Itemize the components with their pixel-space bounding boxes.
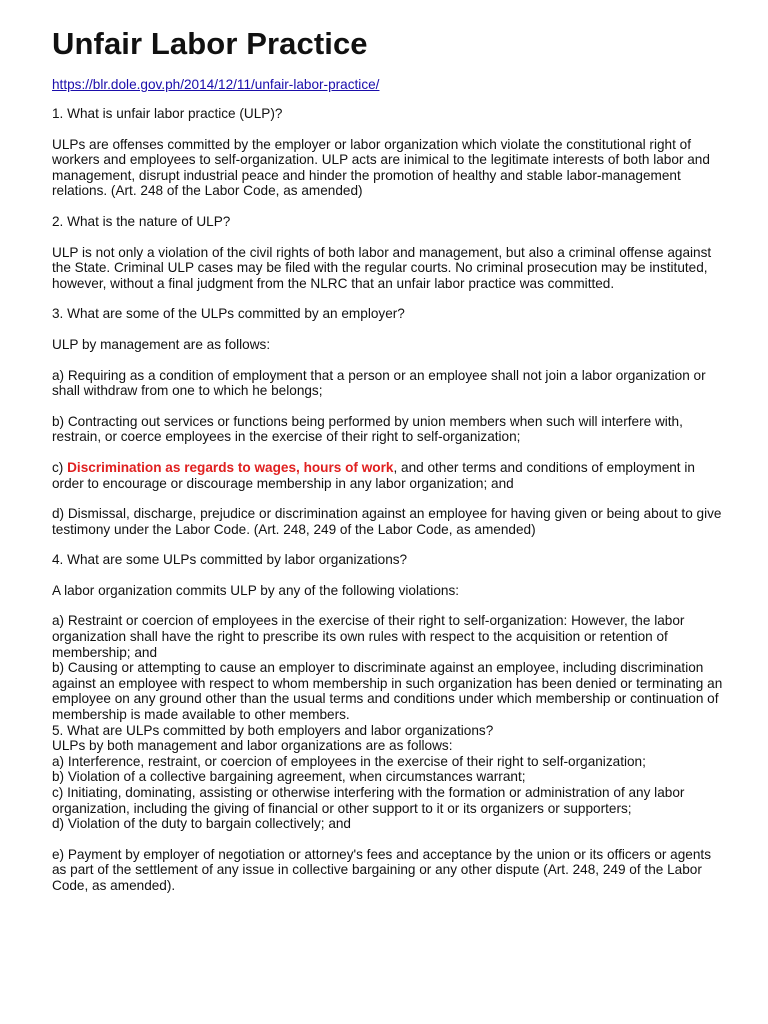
item-c-rest: , and other terms and conditions of employment in order to encourage or discourage membership in any labor organization; and (52, 459, 695, 491)
answer-4-item-b: b) Causing or attempting to cause an employer to discriminate against an employee, including discrimination against an employee with respect to whom membership in such organization has been denied or terminating an employee on any ground other than the usual terms and conditions under which membership or continuation of membership is made available to other members. (52, 660, 723, 723)
question-3: 3. What are some of the ULPs committed by an employer? (52, 306, 405, 322)
answer-5-item-d: d) Violation of the duty to bargain collectively; and (52, 816, 351, 832)
answer-3-item-a: a) Requiring as a condition of employment that a person or an employee shall not join a labor organization or shall withdraw from one to which he belongs; (52, 367, 706, 399)
question-1: 1. What is unfair labor practice (ULP)? (52, 106, 283, 121)
highlighted-text: Discrimination as regards to wages, hours of work (67, 459, 394, 475)
dense-section (52, 613, 728, 893)
answer-4-item-a: a) Restraint or coercion of employees in the exercise of their right to self-organization: However, the labor organization shall have the right to prescribe its own rules with respect to the acquisition or retention of membership; and (52, 613, 685, 660)
answer-3-item-c (52, 460, 728, 491)
answer-4-intro: A labor organization commits ULP by any of the following violations: (52, 582, 460, 598)
answer-3-item-b: b) Contracting out services or functions being performed by union members when such will interfere with, restrain, or coerce employees in the exercise of their right to self-organization; (52, 413, 683, 445)
page-title: Unfair Labor Practice (52, 26, 368, 61)
answer-2: ULP is not only a violation of the civil rights of both labor and management, but also a criminal offense against the State. Criminal ULP cases may be filed with the regular courts. No criminal prosecution may be instituted, however, without a final judgment from the NLRC that an unfair labor practice was committed. (52, 244, 712, 291)
answer-5-item-e: e) Payment by employer of negotiation or attorney's fees and acceptance by the union or its officers or agents as part of the settlement of any issue in collective bargaining or any other dispute (Art. 248, 249 of the Labor Code, as amended). (52, 846, 711, 893)
question-4: 4. What are some ULPs committed by labor organizations? (52, 552, 408, 568)
answer-1: ULPs are offenses committed by the employer or labor organization which violate the constitutional right of workers and employees to self-organization. ULP acts are inimical to the legitimate interests of both labor and management, disrupt industrial peace and hinder the promotion of healthy and stable labor-management relations. (Art. 248 of the Labor Code, as amended) (52, 136, 710, 199)
answer-5-item-b: b) Violation of a collective bargaining agreement, when circumstances warrant; (52, 769, 526, 785)
question-5: 5. What are ULPs committed by both employers and labor organizations? (52, 722, 494, 738)
answer-5-item-a: a) Interference, restraint, or coercion of employees in the exercise of their right to self-organization; (52, 753, 646, 769)
source-link[interactable]: https://blr.dole.gov.ph/2014/12/11/unfair-labor-practice/ (52, 77, 380, 92)
item-c-prefix: c) (52, 459, 68, 475)
answer-3-intro: ULP by management are as follows: (52, 336, 271, 352)
question-2: 2. What is the nature of ULP? (52, 213, 231, 229)
answer-5-intro: ULPs by both management and labor organizations are as follows: (52, 738, 453, 754)
answer-5-item-c: c) Initiating, dominating, assisting or otherwise interfering with the formation or administration of any labor organization, including the giving of financial or other support to it or its organizers or supporters; (52, 785, 685, 816)
answer-3-item-d: d) Dismissal, discharge, prejudice or discrimination against an employee for having given or being about to give testimony under the Labor Code. (Art. 248, 249 of the Labor Code, as amended) (52, 506, 722, 537)
